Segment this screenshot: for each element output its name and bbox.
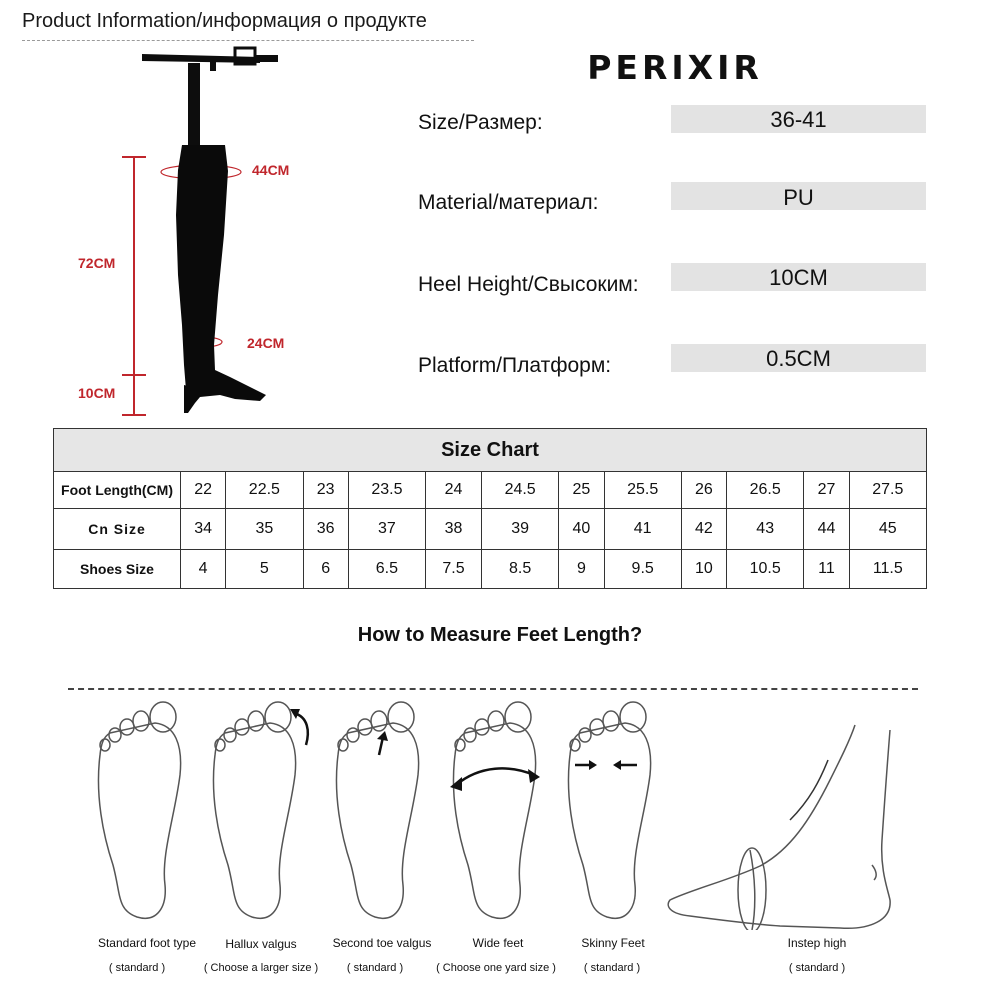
table-cell: 39 xyxy=(481,509,558,550)
table-cell: 22.5 xyxy=(226,472,303,509)
table-cell: 38 xyxy=(426,509,482,550)
table-cell: 9.5 xyxy=(604,550,681,589)
table-cell: 42 xyxy=(681,509,726,550)
foot-instep-high xyxy=(668,725,890,930)
table-cell: 22 xyxy=(181,472,226,509)
table-cell: 37 xyxy=(348,509,425,550)
table-cell: 45 xyxy=(849,509,926,550)
table-cell: 26.5 xyxy=(727,472,804,509)
label-ankle: 24CM xyxy=(247,335,285,351)
table-cell: 7.5 xyxy=(426,550,482,589)
measure-title: How to Measure Feet Length? xyxy=(357,624,643,646)
table-cell: 35 xyxy=(226,509,303,550)
label-shaft-length: 72CM xyxy=(78,255,116,271)
table-cell: 34 xyxy=(181,509,226,550)
table-cell: 11 xyxy=(804,550,849,589)
foot-note-standard: ( standard ) xyxy=(108,962,166,974)
table-row xyxy=(54,509,927,550)
foot-skinny xyxy=(568,702,650,918)
table-cell: 27 xyxy=(804,472,849,509)
table-cell: 44 xyxy=(804,509,849,550)
brand-logo: PERIXIR xyxy=(587,48,763,87)
foot-label-wide: Wide feet xyxy=(472,936,524,950)
table-cell: 8.5 xyxy=(481,550,558,589)
table-cell: 10.5 xyxy=(727,550,804,589)
row-header: Foot Length(CM) xyxy=(54,472,181,509)
spec-platform-label: Platform/Платформ: xyxy=(418,354,612,377)
foot-label-standard: Standard foot type xyxy=(97,936,197,950)
table-cell: 41 xyxy=(604,509,681,550)
foot-wide xyxy=(450,702,540,918)
table-cell: 4 xyxy=(181,550,226,589)
spec-heel-value: 10CM xyxy=(769,265,828,290)
table-cell: 9 xyxy=(559,550,604,589)
table-cell: 11.5 xyxy=(849,550,926,589)
table-cell: 27.5 xyxy=(849,472,926,509)
spec-size-value: 36-41 xyxy=(770,107,827,132)
foot-second-toe-valgus xyxy=(336,702,418,918)
table-cell: 6.5 xyxy=(348,550,425,589)
size-chart-title: Size Chart xyxy=(54,429,927,472)
table-cell: 6 xyxy=(303,550,348,589)
table-cell: 25 xyxy=(559,472,604,509)
foot-label-skinny: Skinny Feet xyxy=(581,936,645,950)
spec-material-label: Material/материал: xyxy=(418,191,599,214)
table-row xyxy=(54,550,927,589)
foot-note-skinny: ( standard ) xyxy=(583,962,641,974)
label-heel: 10CM xyxy=(78,385,116,401)
table-cell: 26 xyxy=(681,472,726,509)
foot-label-instep: Instep high xyxy=(787,936,847,950)
boot-illustration xyxy=(60,45,320,425)
foot-note-wide: ( Choose one yard size ) xyxy=(436,962,556,974)
table-cell: 10 xyxy=(681,550,726,589)
foot-note-instep: ( standard ) xyxy=(788,962,846,974)
label-top-circumference: 44CM xyxy=(252,162,290,178)
table-cell: 5 xyxy=(226,550,303,589)
size-chart-table xyxy=(53,428,927,589)
table-cell: 25.5 xyxy=(604,472,681,509)
foot-hallux-valgus xyxy=(213,702,307,918)
table-cell: 24 xyxy=(426,472,482,509)
foot-label-second-toe: Second toe valgus xyxy=(332,936,432,950)
boot-body xyxy=(176,145,266,413)
page-title: Product Information/информация о продукте xyxy=(22,10,427,32)
boot-strap xyxy=(142,48,278,71)
spec-platform-value: 0.5CM xyxy=(766,346,831,371)
foot-note-second-toe: ( standard ) xyxy=(346,962,404,974)
table-cell: 23 xyxy=(303,472,348,509)
foot-standard xyxy=(98,702,180,918)
header-divider xyxy=(22,40,474,41)
spec-material-value: PU xyxy=(783,185,814,210)
foot-label-hallux: Hallux valgus xyxy=(225,937,297,951)
table-cell: 24.5 xyxy=(481,472,558,509)
row-header: Shoes Size xyxy=(54,550,181,589)
table-cell: 36 xyxy=(303,509,348,550)
table-row xyxy=(54,472,927,509)
table-cell: 40 xyxy=(559,509,604,550)
spec-size-label: Size/Размер: xyxy=(418,111,543,134)
row-header: Cn Size xyxy=(54,509,181,550)
table-cell: 23.5 xyxy=(348,472,425,509)
spec-heel-label: Heel Height/Свысоким: xyxy=(418,273,639,296)
foot-note-hallux: ( Choose a larger size ) xyxy=(203,962,319,974)
feet-illustrations xyxy=(0,680,1000,930)
table-cell: 43 xyxy=(727,509,804,550)
